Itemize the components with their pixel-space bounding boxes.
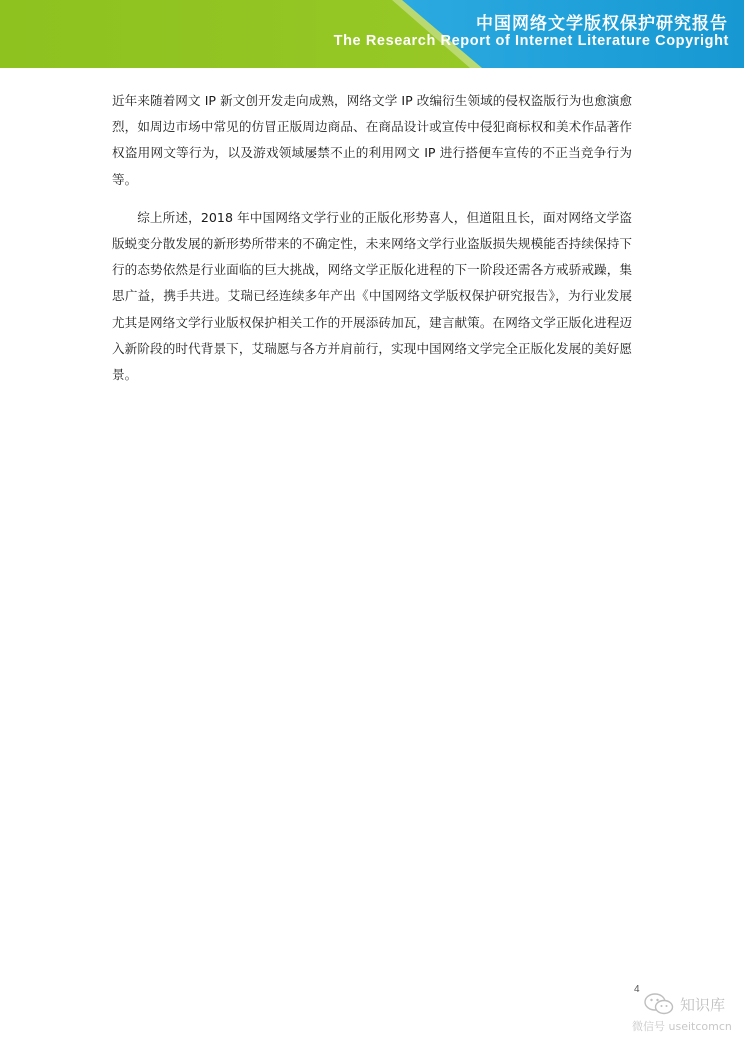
paragraph-summary: 综上所述，2018 年中国网络文学行业的正版化形势喜人，但道阻且长，面对网络文学盗版蜕变分散发展的新形势所带来的不确定性，未来网络文学行业盗版损失规模能否持续保持下行的态势依然是行业面临的巨大挑战，网络文学正版化进程的下一阶段还需各方戒骄戒躁，集思广益，携手共进。艾瑞已经连续多年产出《中国网络文学版权保护研究报告》，为行业发展尤其是网络文学行业版权保护相关工作的开展添砖加瓦，建言献策。在网络文学正版化进程迈入新阶段的时代背景下，艾瑞愿与各方并肩前行，实现中国网络文学完全正版化发展的美好愿景。 bbox=[112, 209, 632, 383]
header-title-chinese: 中国网络文学版权保护研究报告 bbox=[476, 14, 728, 34]
body-text bbox=[112, 88, 632, 400]
wechat-icon bbox=[644, 992, 674, 1016]
watermark bbox=[628, 992, 740, 1036]
header-banner bbox=[0, 0, 744, 68]
page-number: 4 bbox=[634, 984, 640, 995]
header-title-english: The Research Report of Internet Literature Copyright bbox=[333, 33, 729, 49]
watermark-account-id: 微信号 useitcomcn bbox=[632, 1020, 732, 1033]
watermark-name: 知识库 bbox=[680, 996, 726, 1014]
paragraph-ip-infringement: 近年来随着网文 IP 新文创开发走向成熟，网络文学 IP 改编衍生领域的侵权盗版行为也愈演愈烈，如周边市场中常见的仿冒正版周边商品、在商品设计或宣传中侵犯商标权和美术作品著作权盗用网文等行为，以及游戏领域屡禁不止的利用网文 IP 进行搭便车宣传的不正当竞争行为等。 bbox=[112, 93, 632, 187]
